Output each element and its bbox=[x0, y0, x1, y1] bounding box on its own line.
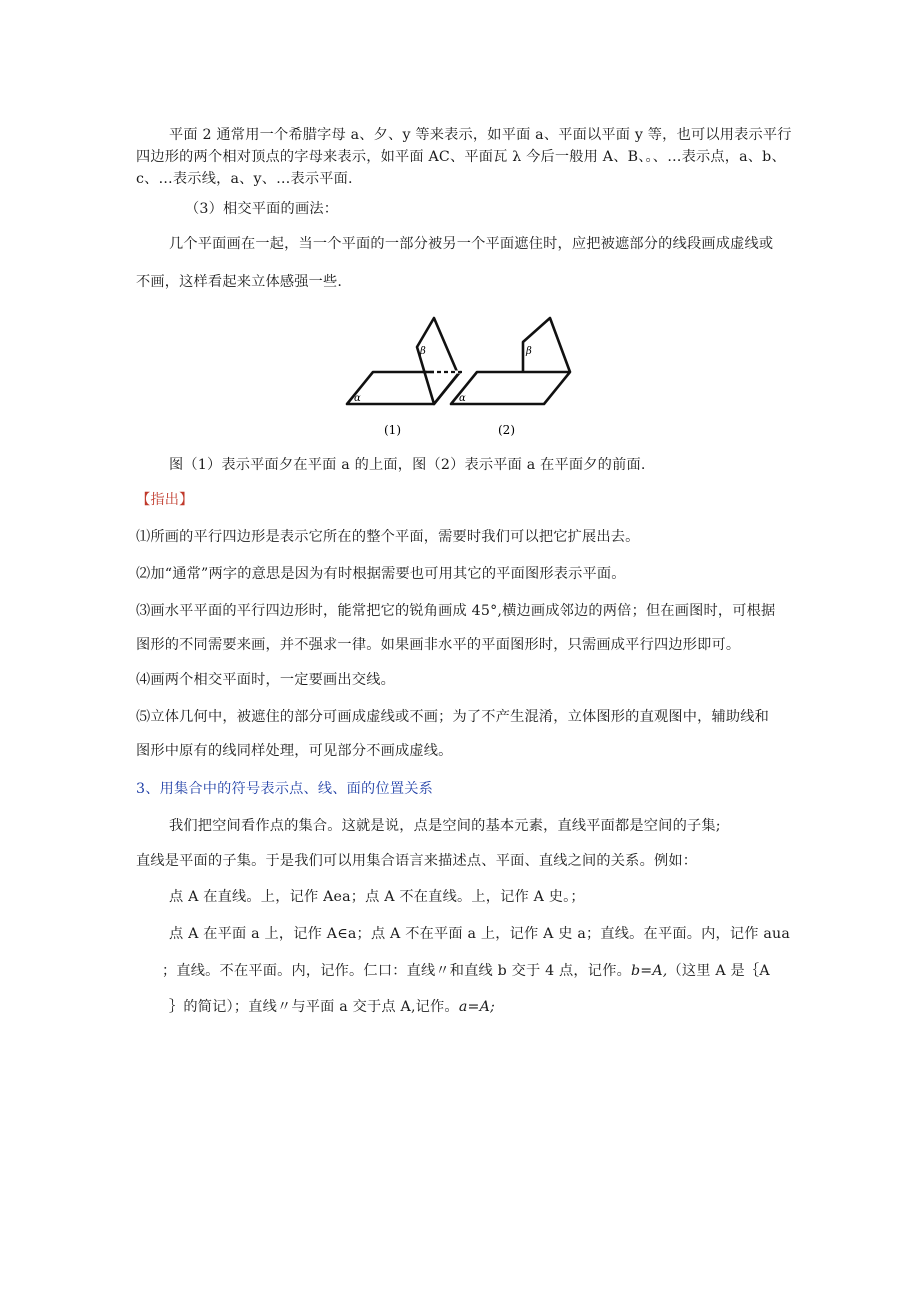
plane-beta-1 bbox=[417, 318, 458, 404]
figure-label-2: (2) bbox=[498, 423, 515, 437]
intersecting-planes-figure bbox=[340, 312, 580, 442]
sets-para-3b-text: ；直线。不在平面。内，记作。仁口：直线〃和直线 b 交于 4 点，记作。 bbox=[162, 963, 631, 979]
figure-label-1: (1) bbox=[384, 423, 401, 437]
note-1: ⑴所画的平行四边形是表示它所在的整个平面，需要时我们可以把它扩展出去。 bbox=[136, 529, 640, 545]
sets-para-3b bbox=[162, 960, 770, 980]
intersect-line-1: 几个平面画在一起，当一个平面的一部分被另一个平面遮住时，应把被遮部分的线段画成虚线或 bbox=[169, 236, 774, 252]
section-3-title: （3）相交平面的画法： bbox=[185, 201, 339, 217]
sets-para-3c-formula: a=A; bbox=[458, 999, 495, 1015]
beta-label-1: β bbox=[420, 346, 426, 357]
planes-diagram bbox=[340, 312, 580, 442]
sets-para-3c-text: ｝的简记）；直线〃与平面 a 交于点 A,记作。 bbox=[169, 999, 459, 1015]
note-3a: ⑶画水平平面的平行四边形时，能常把它的锐角画成 45°,横边画成邻边的两倍；但在画图时，可根据 bbox=[136, 603, 776, 619]
intro-line-1: 平面 2 通常用一个希腊字母 a、夕、y 等来表示，如平面 a、平面以平面 y 等，也可以用表示平行 bbox=[169, 127, 792, 143]
note-4: ⑷画两个相交平面时，一定要画出交线。 bbox=[136, 672, 395, 688]
intro-line-3: c、…表示线，a、y、…表示平面. bbox=[136, 171, 353, 187]
figure-caption: 图（1）表示平面夕在平面 a 的上面，图（2）表示平面 a 在平面夕的前面. bbox=[169, 457, 646, 473]
sets-para-1b: 直线是平面的子集。于是我们可以用集合语言来描述点、平面、直线之间的关系。例如： bbox=[136, 853, 698, 869]
alpha-label-1: α bbox=[354, 393, 361, 404]
section-heading-3: 3、用集合中的符号表示点、线、面的位置关系 bbox=[136, 781, 433, 797]
sets-para-1a: 我们把空间看作点的集合。这就是说，点是空间的基本元素，直线平面都是空间的子集; bbox=[169, 818, 721, 834]
note-heading: 【指出】 bbox=[136, 492, 194, 508]
sets-para-3b-tail: （这里 A 是｛A bbox=[667, 963, 770, 979]
sets-para-3b-formula: b=A, bbox=[630, 963, 668, 979]
intersect-line-2: 不画，这样看起来立体感强一些. bbox=[136, 274, 343, 290]
sets-para-2: 点 A 在直线。上，记作 Aea；点 A 不在直线。上，记作 A 史。； bbox=[169, 889, 585, 905]
note-5b: 图形中原有的线同样处理，可见部分不画成虚线。 bbox=[136, 743, 453, 759]
note-5a: ⑸立体几何中，被遮住的部分可画成虚线或不画；为了不产生混淆，立体图形的直观图中，辅助线和 bbox=[136, 709, 770, 725]
note-3b: 图形的不同需要来画，并不强求一律。如果画非水平的平面图形时，只需画成平行四边形即可。 bbox=[136, 637, 741, 653]
sets-para-3c bbox=[169, 996, 495, 1016]
beta-label-2: β bbox=[526, 346, 532, 357]
plane-alpha-1 bbox=[347, 372, 460, 404]
note-2: ⑵加“通常”两字的意思是因为有时根据需要也可用其它的平面图形表示平面。 bbox=[136, 566, 626, 582]
sets-para-3a: 点 A 在平面 a 上，记作 A∈a；点 A 不在平面 a 上，记作 A 史 a；直线。在平面。内，记作 aua bbox=[169, 926, 791, 942]
plane-beta-2 bbox=[523, 318, 570, 372]
alpha-label-2: α bbox=[459, 393, 466, 404]
intro-line-2: 四边形的两个相对顶点的字母来表示，如平面 AC、平面瓦 λ 今后一般用 A、B、。、…表示点，a、b、 bbox=[136, 149, 786, 165]
plane-alpha-2 bbox=[451, 372, 570, 404]
